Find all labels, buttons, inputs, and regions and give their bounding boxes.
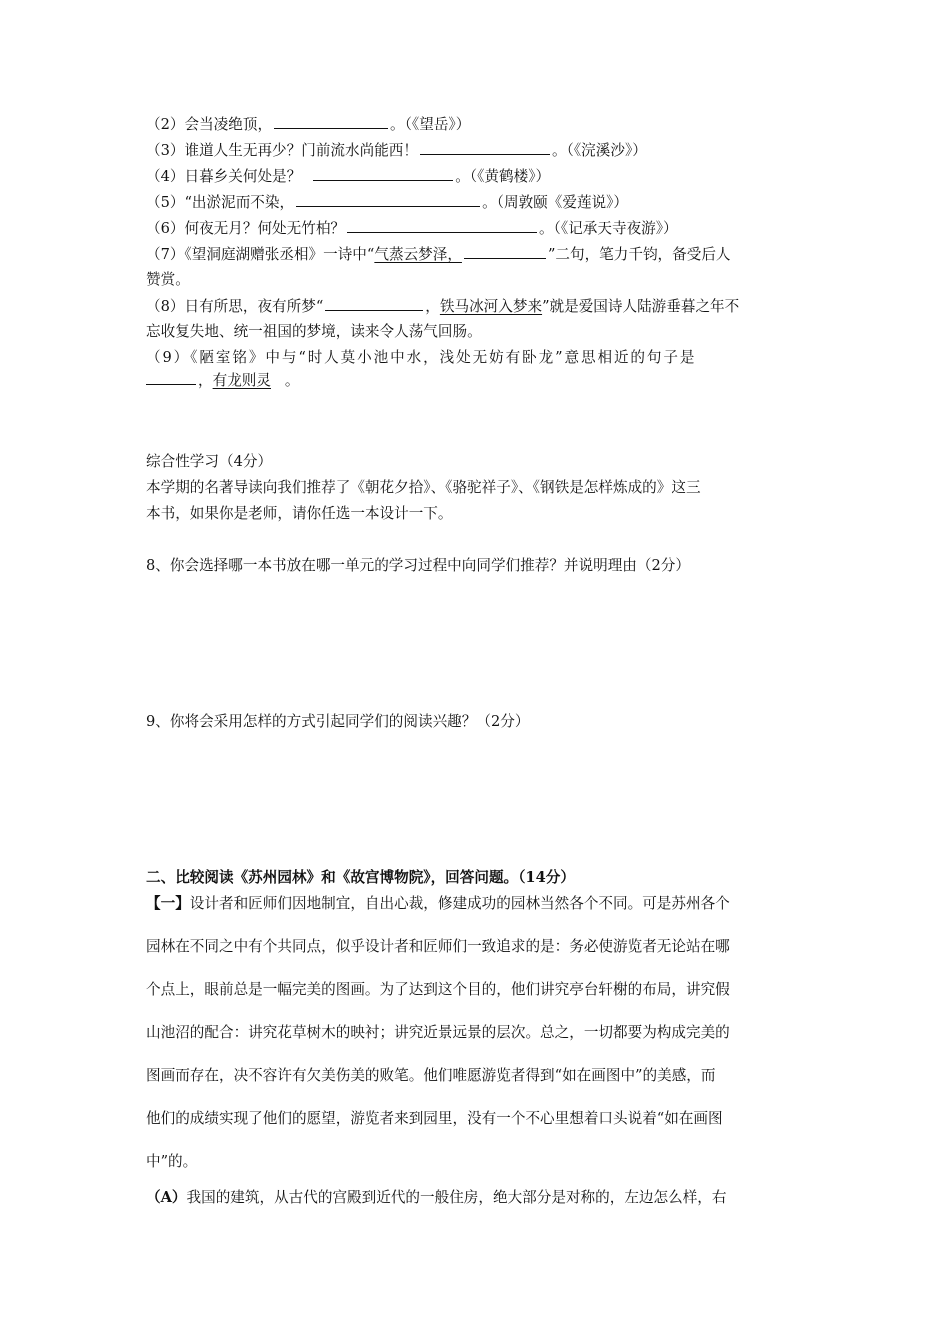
answer-blank[interactable] [325, 296, 423, 311]
prompt-text: （3）谁道人生无再少？门前流水尚能西！ [146, 142, 418, 159]
comma: ， [198, 372, 213, 389]
passage-line [146, 1066, 716, 1086]
source-text: 。（周敦颐《爱莲说》） [482, 194, 629, 211]
section-heading [146, 868, 575, 888]
intro-text: 本书，如果你是老师，请你任选一本设计一下。 [146, 505, 453, 522]
passage-line [146, 937, 730, 957]
passage-line [146, 894, 730, 914]
question-text: 9、你将会采用怎样的方式引起同学们的阅读兴趣？（2分） [146, 713, 530, 730]
prompt-text: （4）日暮乡关何处是？ [146, 168, 302, 185]
prompt-text: （7）《望洞庭湖赠张丞相》一诗中“ [146, 246, 375, 263]
comma: ， [425, 298, 440, 315]
fill-blank-9-line2 [146, 370, 300, 391]
prompt-text: （6）何夜无月？何处无竹柏？ [146, 220, 346, 237]
passage-text: 他们的成绩实现了他们的愿望，游览者来到园里，没有一个不心里想着口头说着“如在画图 [146, 1110, 723, 1127]
passage-a-marker: （A） [146, 1189, 187, 1206]
answer-blank[interactable] [146, 370, 196, 385]
answer-blank[interactable] [313, 166, 453, 181]
answer-blank[interactable] [274, 114, 388, 129]
heading-text: 综合性学习（4分） [146, 453, 273, 470]
answer-blank[interactable] [296, 192, 480, 207]
fill-blank-3 [146, 140, 647, 161]
comprehensive-intro-line1 [146, 478, 701, 498]
fill-blank-8 [146, 296, 739, 317]
question-text: 8、你会选择哪一本书放在哪一单元的学习过程中向同学们推荐？并说明理由（2分） [146, 557, 690, 574]
prompt-text-cont: ”就是爱国诗人陆游垂暮之年不 [542, 298, 740, 315]
passage-line [146, 1109, 723, 1129]
fill-blank-5 [146, 192, 628, 213]
prompt-text-cont: ”二句，笔力千钧，备受后人 [547, 246, 731, 263]
passage-text: 园林在不同之中有个共同点，似乎设计者和匠师们一致追求的是：务必使游览者无论站在哪 [146, 938, 730, 955]
passage-marker: 【一】 [146, 895, 190, 912]
passage-text: 我国的建筑，从古代的宫殿到近代的一般住房，绝大部分是对称的，左边怎么样，右 [186, 1189, 727, 1206]
fill-blank-7 [146, 244, 731, 265]
prompt-text: （8）日有所思，夜有所梦“ [146, 298, 324, 315]
prompt-text: 赞赏。 [146, 271, 190, 288]
heading-text: 二、比较阅读《苏州园林》和《故宫博物院》，回答问题。（14分） [146, 869, 575, 886]
source-text: 。（《记承天寺夜游》） [539, 220, 678, 237]
fill-blank-4 [146, 166, 550, 187]
period: 。 [284, 372, 300, 389]
answer-area-8[interactable] [146, 590, 822, 700]
prompt-text: 忘收复失地、统一祖国的梦境，读来令人荡气回肠。 [146, 323, 482, 340]
fill-blank-6 [146, 218, 678, 239]
passage-text: 个点上，眼前总是一幅完美的图画。为了达到这个目的，他们讲究亭台轩榭的布局，讲究假 [146, 981, 730, 998]
question-9 [146, 712, 529, 732]
fill-blank-7-line2 [146, 270, 190, 290]
source-text: 。（《黄鹤楼》） [455, 168, 551, 185]
fill-blank-2 [146, 114, 470, 135]
passage-text: 中”的。 [146, 1153, 198, 1170]
answer-area-9[interactable] [146, 746, 822, 846]
passage-line [146, 1152, 197, 1172]
passage-text: 山池沼的配合：讲究花草树木的映衬；讲究近景远景的层次。总之，一切都要为构成完美的 [146, 1024, 730, 1041]
given-verse: 有龙则灵 [212, 372, 271, 389]
comprehensive-heading [146, 452, 272, 472]
source-text: 。（《浣溪沙》） [551, 142, 647, 159]
passage-a-line [146, 1188, 727, 1208]
fill-blank-8-line2 [146, 322, 482, 342]
question-8 [146, 556, 690, 576]
intro-text: 本学期的名著导读向我们推荐了《朝花夕拾》、《骆驼祥子》、《钢铁是怎样炼成的》这三 [146, 479, 701, 496]
given-verse: 气蒸云梦泽， [374, 246, 462, 263]
passage-line [146, 1023, 730, 1043]
answer-blank[interactable] [347, 218, 537, 233]
prompt-text: （2）会当凌绝顶， [146, 116, 273, 133]
prompt-text: （9）《陋室铭》中与“时人莫小池中水，浅处无妨有卧龙”意思相近的句子是 [146, 349, 697, 366]
fill-blank-9 [146, 348, 696, 368]
given-verse: 铁马冰河入梦来 [439, 298, 543, 315]
answer-blank[interactable] [464, 244, 546, 259]
source-text: 。（《望岳》） [390, 116, 471, 133]
comprehensive-intro-line2 [146, 504, 452, 524]
passage-text: 设计者和匠师们因地制宜，自出心裁，修建成功的园林当然各个不同。可是苏州各个 [189, 895, 730, 912]
passage-text: 图画而存在，决不容许有欠美伤美的败笔。他们唯愿游览者得到“如在画图中”的美感，而 [146, 1067, 716, 1084]
passage-line [146, 980, 730, 1000]
answer-blank[interactable] [420, 140, 550, 155]
prompt-text: （5）“出淤泥而不染， [146, 194, 295, 211]
